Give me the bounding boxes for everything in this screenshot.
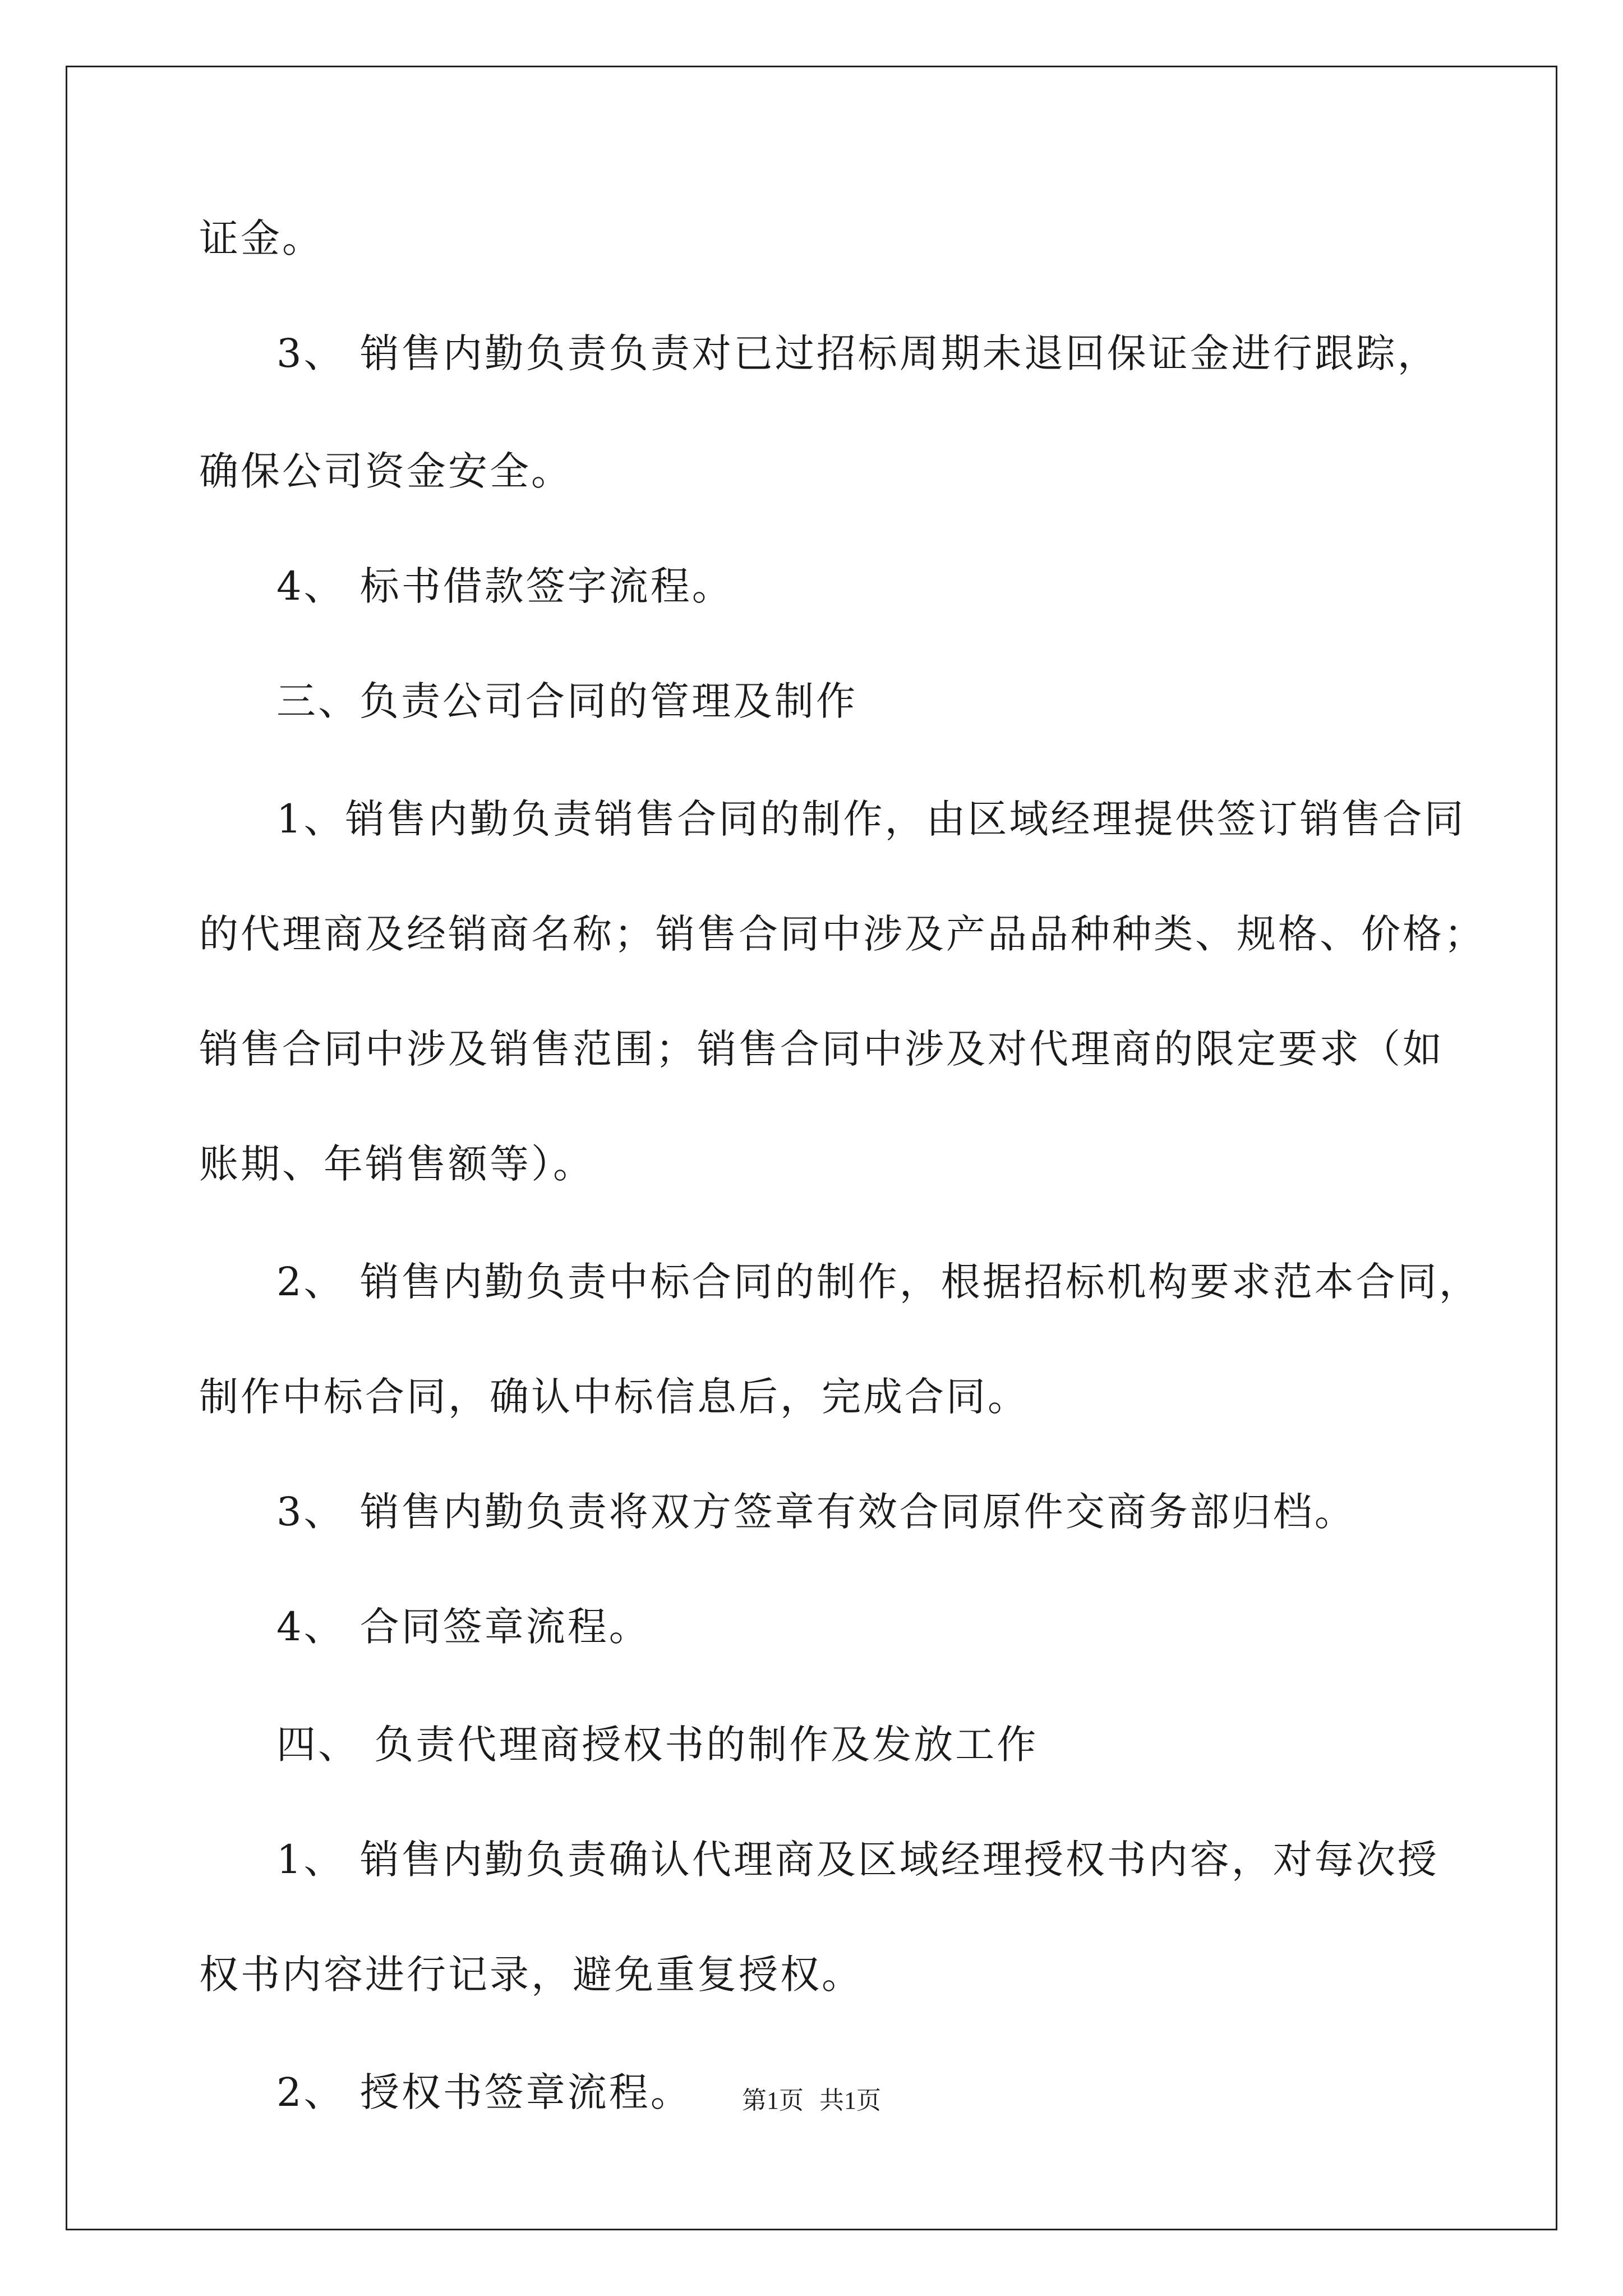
text-line: 4、 合同签章流程。 [276,1604,651,1650]
text-line: 账期、年销售额等）。 [199,1141,594,1187]
text-line: 的代理商及经销商名称；销售合同中涉及产品品种种类、规格、价格； [199,911,1486,957]
text-line: 证金。 [199,215,324,261]
text-line: 2、 销售内勤负责中标合同的制作，根据招标机构要求范本合同， [276,1259,1481,1305]
section-heading: 三、负责公司合同的管理及制作 [276,678,857,724]
text-line: 3、 销售内勤负责将双方签章有效合同原件交商务部归档。 [276,1489,1356,1535]
text-line: 制作中标合同，确认中标信息后，完成合同。 [199,1374,1029,1420]
text-line: 1、销售内勤负责销售合同的制作，由区域经理提供签订销售合同 [276,796,1466,842]
text-line: 确保公司资金安全。 [199,448,573,494]
page-footer [0,2087,1623,2115]
section-heading: 四、 负责代理商授权书的制作及发放工作 [276,1722,1039,1768]
text-line: 销售合同中涉及销售范围；销售合同中涉及对代理商的限定要求（如 [199,1026,1444,1072]
page-number-total: 共1页 [819,2087,881,2114]
text-line: 1、 销售内勤负责确认代理商及区域经理授权书内容，对每次授 [276,1837,1439,1883]
text-line: 4、 标书借款签字流程。 [276,563,734,609]
text-line: 3、 销售内勤负责负责对已过招标周期未退回保证金进行跟踪， [276,330,1439,376]
text-line: 权书内容进行记录，避免重复授权。 [199,1952,863,1998]
text-line: 2、 授权书签章流程。 [276,2069,692,2115]
page-number-current: 第1页 [742,2087,804,2114]
